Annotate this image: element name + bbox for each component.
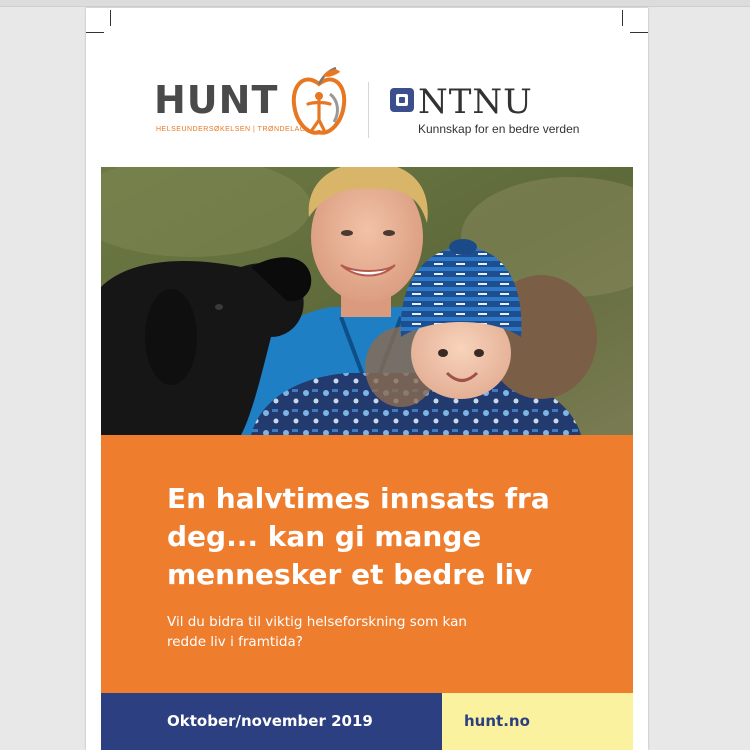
website-link[interactable]: hunt.no	[464, 712, 530, 730]
crop-mark-top-right-horizontal	[630, 32, 648, 33]
headline: En halvtimes innsats fra deg... kan gi mange mennesker et bedre liv	[167, 482, 550, 591]
date-text: Oktober/november 2019	[167, 712, 373, 730]
hunt-wordmark: HUNT	[154, 78, 279, 122]
ntnu-square-icon	[390, 88, 414, 112]
viewer-top-strip	[0, 0, 750, 7]
ntnu-logo	[390, 82, 620, 142]
lead-text: Vil du bidra til viktig helseforskning som kan redde liv i framtida?	[167, 614, 467, 650]
document-page	[86, 8, 648, 750]
photo-illustration	[101, 167, 633, 435]
ntnu-tagline: Kunnskap for en bedre verden	[418, 122, 580, 136]
hunt-subtitle: HELSEUNDERSØKELSEN | TRØNDELAG	[156, 126, 306, 133]
logo-divider	[368, 82, 369, 138]
orange-message-panel	[101, 435, 633, 693]
crop-mark-top-right-vertical	[622, 10, 623, 26]
ntnu-wordmark: NTNU	[418, 82, 533, 122]
hunt-apple-icon	[290, 64, 348, 140]
woman-child-dog-photo	[101, 167, 633, 435]
footer-website-bar	[442, 693, 633, 750]
crop-mark-top-left-vertical	[110, 10, 111, 26]
crop-mark-top-left-horizontal	[86, 32, 104, 33]
footer-date-bar	[101, 693, 442, 750]
